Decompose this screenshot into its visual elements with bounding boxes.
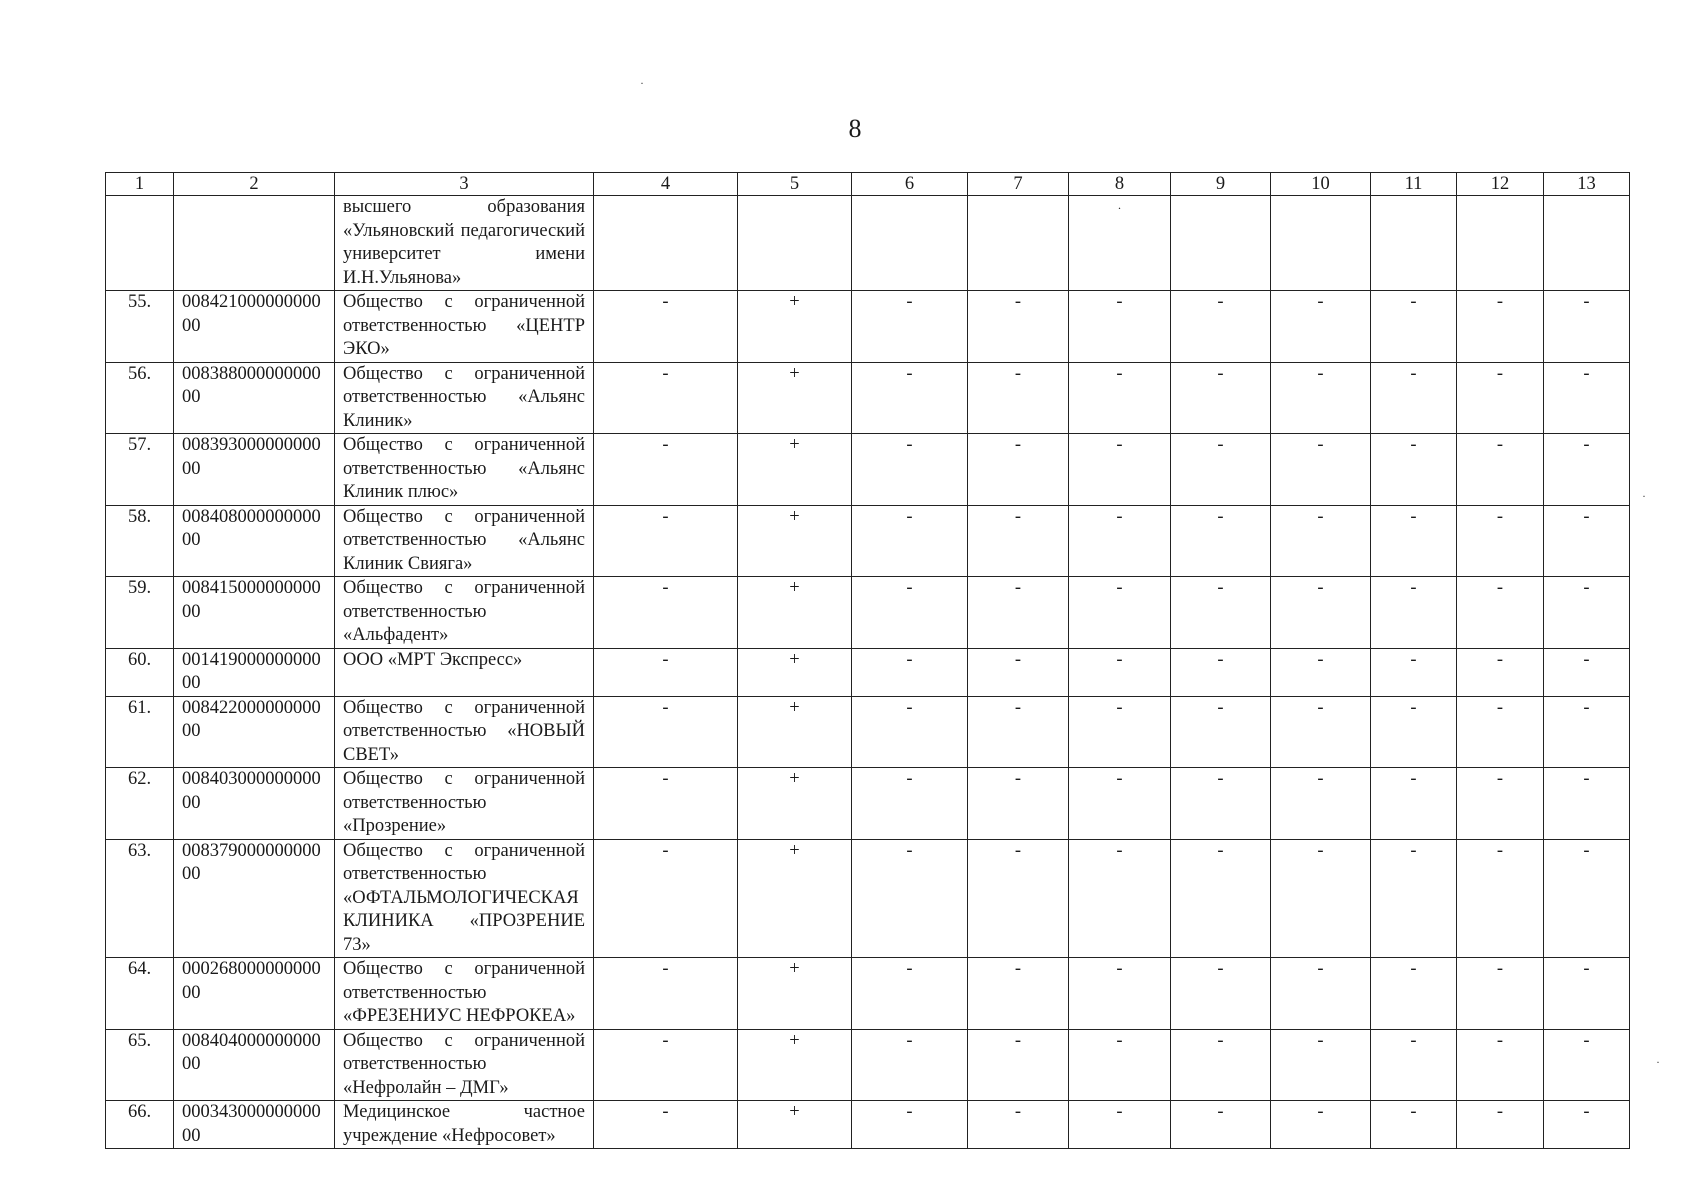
cell-mark: + (738, 958, 852, 1030)
cell-mark (1271, 196, 1371, 291)
table-row (106, 577, 1630, 649)
cell-mark: - (1271, 434, 1371, 506)
cell-mark: - (1457, 696, 1544, 768)
organization-name: Общество с ограниченной ответственностью «ФРЕЗЕНИУС НЕФРОКЕА» (335, 958, 594, 1030)
cell-mark: - (852, 1029, 968, 1101)
cell-mark: - (852, 768, 968, 840)
cell-mark: - (1371, 958, 1457, 1030)
cell-mark: - (1457, 958, 1544, 1030)
row-number: 55. (106, 291, 174, 363)
cell-mark (738, 196, 852, 291)
organization-name: Общество с ограниченной ответственностью «Альянс Клиник» (335, 362, 594, 434)
cell-mark: - (594, 505, 738, 577)
organization-name: Общество с ограниченной ответственностью «ОФТАЛЬМОЛОГИЧЕСКАЯ КЛИНИКА «ПРОЗРЕНИЕ 73» (335, 839, 594, 958)
cell-mark: - (1457, 648, 1544, 696)
cell-mark: + (738, 577, 852, 649)
row-number: 59. (106, 577, 174, 649)
column-header: 13 (1544, 173, 1630, 196)
registry-code: 00026800000000000 (174, 958, 335, 1030)
cell-mark: - (1069, 505, 1171, 577)
row-number: 57. (106, 434, 174, 506)
cell-mark: - (1457, 1101, 1544, 1149)
organization-name: Общество с ограниченной ответственностью «НОВЫЙ СВЕТ» (335, 696, 594, 768)
cell-mark: - (594, 1029, 738, 1101)
registry-code: 00837900000000000 (174, 839, 335, 958)
cell-mark: - (852, 362, 968, 434)
cell-mark: + (738, 434, 852, 506)
cell-mark: - (1544, 1101, 1630, 1149)
organization-name: Общество с ограниченной ответственностью «Альфадент» (335, 577, 594, 649)
cell-mark: - (594, 434, 738, 506)
cell-mark: - (1171, 648, 1271, 696)
cell-mark: - (1271, 291, 1371, 363)
cell-mark: - (852, 291, 968, 363)
registry-table (105, 172, 1630, 1149)
cell-mark (852, 196, 968, 291)
cell-mark: + (738, 768, 852, 840)
column-header: 7 (968, 173, 1069, 196)
row-number (106, 196, 174, 291)
table-row (106, 1101, 1630, 1149)
table-row (106, 362, 1630, 434)
registry-code: 00141900000000000 (174, 648, 335, 696)
cell-mark: - (1457, 1029, 1544, 1101)
column-header: 8 (1069, 173, 1171, 196)
cell-mark (594, 196, 738, 291)
registry-code: 00839300000000000 (174, 434, 335, 506)
row-number: 61. (106, 696, 174, 768)
cell-mark: - (968, 291, 1069, 363)
cell-mark: - (968, 505, 1069, 577)
cell-mark: - (968, 958, 1069, 1030)
cell-mark: - (852, 505, 968, 577)
cell-mark: - (1457, 577, 1544, 649)
column-header: 10 (1271, 173, 1371, 196)
cell-mark: - (1544, 362, 1630, 434)
cell-mark: - (1544, 291, 1630, 363)
cell-mark: - (968, 839, 1069, 958)
cell-mark: - (594, 839, 738, 958)
registry-code: 00842200000000000 (174, 696, 335, 768)
cell-mark: - (1171, 1101, 1271, 1149)
row-number: 62. (106, 768, 174, 840)
registry-code: 00840800000000000 (174, 505, 335, 577)
column-header: 11 (1371, 173, 1457, 196)
cell-mark: - (1271, 648, 1371, 696)
cell-mark: - (1544, 1029, 1630, 1101)
cell-mark: + (738, 696, 852, 768)
cell-mark: - (1069, 434, 1171, 506)
cell-mark: - (1371, 839, 1457, 958)
cell-mark: - (852, 958, 968, 1030)
cell-mark: - (1457, 291, 1544, 363)
cell-mark: + (738, 1101, 852, 1149)
scan-speck: · (1656, 1055, 1660, 1069)
cell-mark: - (968, 577, 1069, 649)
table-row (106, 1029, 1630, 1101)
cell-mark: - (594, 577, 738, 649)
organization-name: Общество с ограниченной ответственностью «ЦЕНТР ЭКО» (335, 291, 594, 363)
cell-mark: - (1069, 696, 1171, 768)
cell-mark: - (1069, 291, 1171, 363)
cell-mark: - (1371, 434, 1457, 506)
row-number: 56. (106, 362, 174, 434)
cell-mark: - (1069, 577, 1171, 649)
cell-mark: - (1371, 1101, 1457, 1149)
column-header: 6 (852, 173, 968, 196)
cell-mark: - (1371, 291, 1457, 363)
cell-mark: + (738, 839, 852, 958)
organization-name: Медицинское частное учреждение «Нефросовет» (335, 1101, 594, 1149)
cell-mark: - (1371, 362, 1457, 434)
table-row (106, 648, 1630, 696)
cell-mark: - (968, 1029, 1069, 1101)
cell-mark: - (1171, 577, 1271, 649)
cell-mark: - (1171, 1029, 1271, 1101)
table-row (106, 696, 1630, 768)
cell-mark: - (1371, 505, 1457, 577)
cell-mark: - (852, 434, 968, 506)
cell-mark: - (1457, 505, 1544, 577)
cell-mark: - (852, 648, 968, 696)
cell-mark: - (1544, 434, 1630, 506)
cell-mark: - (852, 1101, 968, 1149)
row-number: 66. (106, 1101, 174, 1149)
cell-mark: - (1271, 768, 1371, 840)
column-header: 9 (1171, 173, 1271, 196)
cell-mark: - (1457, 768, 1544, 840)
cell-mark: - (968, 362, 1069, 434)
organization-name: Общество с ограниченной ответственностью «Альянс Клиник Свияга» (335, 505, 594, 577)
row-number: 58. (106, 505, 174, 577)
cell-mark: - (968, 434, 1069, 506)
page-number: 8 (848, 114, 862, 143)
cell-mark: - (1271, 839, 1371, 958)
cell-mark: - (1544, 577, 1630, 649)
cell-mark (1457, 196, 1544, 291)
organization-name: высшего образования «Ульяновский педагогический университет имени И.Н.Ульянова» (335, 196, 594, 291)
cell-mark (1371, 196, 1457, 291)
cell-mark: - (1544, 696, 1630, 768)
cell-mark (1171, 196, 1271, 291)
cell-mark: - (852, 839, 968, 958)
cell-mark: - (1171, 362, 1271, 434)
cell-mark: · (1069, 196, 1171, 291)
cell-mark: - (1457, 839, 1544, 958)
cell-mark: + (738, 648, 852, 696)
cell-mark: - (1457, 362, 1544, 434)
table-row (106, 505, 1630, 577)
cell-mark: - (1371, 577, 1457, 649)
cell-mark (968, 196, 1069, 291)
cell-mark: - (594, 768, 738, 840)
registry-code: 00840400000000000 (174, 1029, 335, 1101)
column-header: 2 (174, 173, 335, 196)
cell-mark: + (738, 291, 852, 363)
registry-code: 00842100000000000 (174, 291, 335, 363)
cell-mark: - (1371, 648, 1457, 696)
cell-mark: - (1544, 648, 1630, 696)
cell-mark: - (852, 577, 968, 649)
continuation-row (106, 196, 1630, 291)
column-header: 4 (594, 173, 738, 196)
column-header: 5 (738, 173, 852, 196)
cell-mark: - (594, 362, 738, 434)
cell-mark: - (594, 958, 738, 1030)
cell-mark: - (1544, 768, 1630, 840)
cell-mark: - (1544, 958, 1630, 1030)
registry-code: 00838800000000000 (174, 362, 335, 434)
cell-mark: - (1271, 577, 1371, 649)
cell-mark: - (594, 696, 738, 768)
cell-mark: - (594, 648, 738, 696)
column-header: 3 (335, 173, 594, 196)
header-row (106, 173, 1630, 196)
cell-mark: - (1171, 505, 1271, 577)
cell-mark: - (1069, 768, 1171, 840)
cell-mark: - (1271, 505, 1371, 577)
cell-mark: - (1371, 1029, 1457, 1101)
cell-mark: - (1069, 958, 1171, 1030)
table-row (106, 839, 1630, 958)
cell-mark: - (1271, 1101, 1371, 1149)
table-row (106, 958, 1630, 1030)
cell-mark: + (738, 362, 852, 434)
cell-mark: - (968, 768, 1069, 840)
cell-mark: - (1457, 434, 1544, 506)
cell-mark: - (1544, 839, 1630, 958)
organization-name: Общество с ограниченной ответственностью «Прозрение» (335, 768, 594, 840)
cell-mark: - (968, 648, 1069, 696)
cell-mark: - (1171, 434, 1271, 506)
cell-mark: - (1544, 505, 1630, 577)
scan-speck: · (1642, 489, 1646, 503)
cell-mark: - (1271, 362, 1371, 434)
cell-mark: - (1069, 1101, 1171, 1149)
cell-mark: - (1069, 1029, 1171, 1101)
cell-mark: - (968, 696, 1069, 768)
cell-mark: - (968, 1101, 1069, 1149)
organization-name: Общество с ограниченной ответственностью «Нефролайн – ДМГ» (335, 1029, 594, 1101)
cell-mark: - (1171, 696, 1271, 768)
cell-mark: - (1069, 648, 1171, 696)
cell-mark: - (1171, 839, 1271, 958)
cell-mark: + (738, 1029, 852, 1101)
cell-mark: - (1371, 696, 1457, 768)
registry-code: 00841500000000000 (174, 577, 335, 649)
scan-speck: · (640, 76, 644, 90)
row-number: 60. (106, 648, 174, 696)
column-header: 1 (106, 173, 174, 196)
cell-mark: - (594, 291, 738, 363)
cell-mark: - (1171, 768, 1271, 840)
cell-mark: - (1371, 768, 1457, 840)
registry-code: 00034300000000000 (174, 1101, 335, 1149)
cell-mark: - (1069, 362, 1171, 434)
cell-mark: - (594, 1101, 738, 1149)
cell-mark: - (1271, 1029, 1371, 1101)
column-header: 12 (1457, 173, 1544, 196)
cell-mark: - (1271, 696, 1371, 768)
cell-mark (1544, 196, 1630, 291)
registry-code (174, 196, 335, 291)
table-row (106, 291, 1630, 363)
cell-mark: - (1171, 291, 1271, 363)
table-row (106, 768, 1630, 840)
table-row (106, 434, 1630, 506)
cell-mark: - (1171, 958, 1271, 1030)
cell-mark: + (738, 505, 852, 577)
registry-code: 00840300000000000 (174, 768, 335, 840)
cell-mark: - (1271, 958, 1371, 1030)
row-number: 64. (106, 958, 174, 1030)
row-number: 63. (106, 839, 174, 958)
organization-name: ООО «МРТ Экспресс» (335, 648, 594, 696)
cell-mark: - (852, 696, 968, 768)
cell-mark: - (1069, 839, 1171, 958)
row-number: 65. (106, 1029, 174, 1101)
organization-name: Общество с ограниченной ответственностью «Альянс Клиник плюс» (335, 434, 594, 506)
